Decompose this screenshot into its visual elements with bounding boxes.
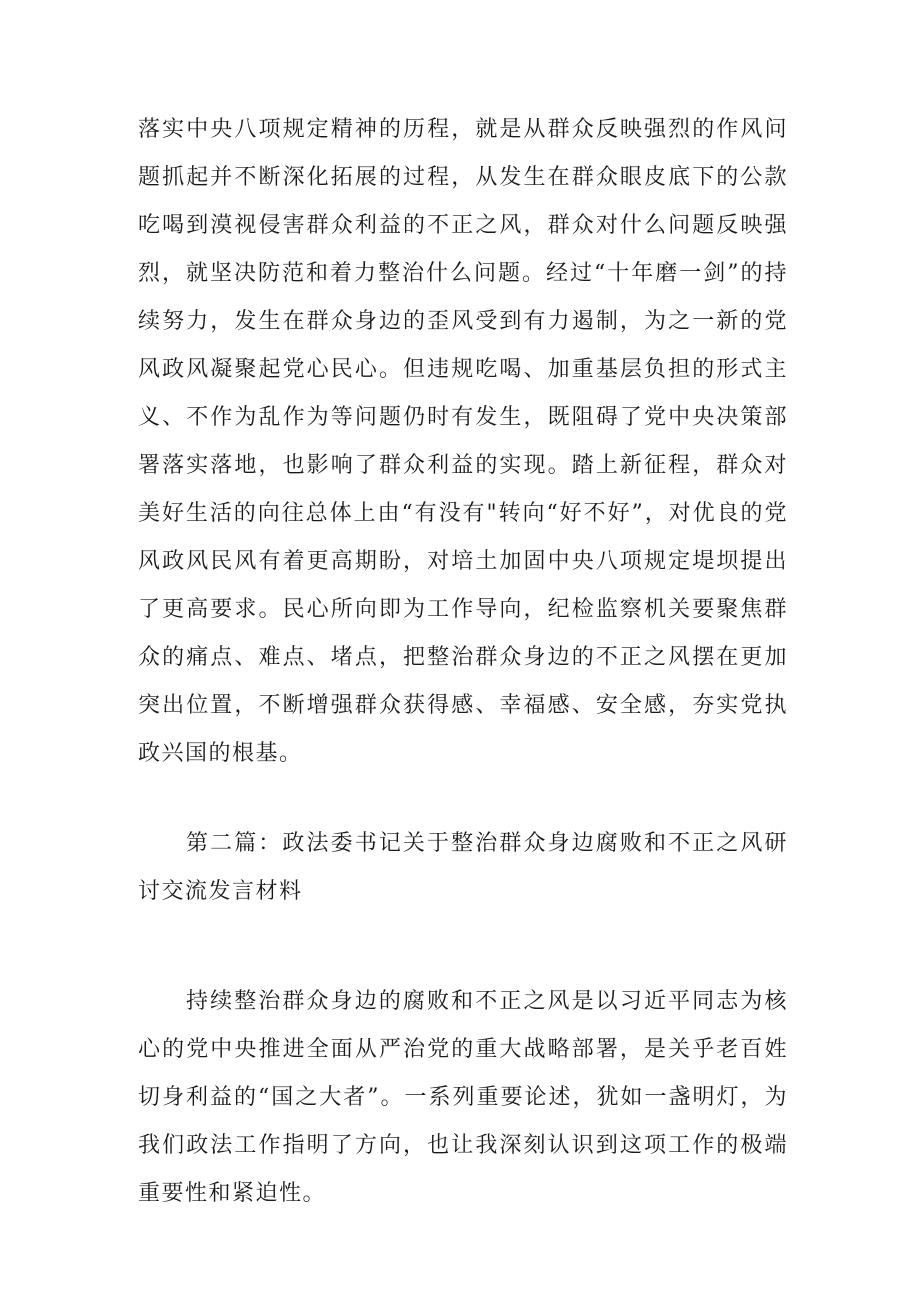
body-paragraph: 落实中央八项规定精神的历程，就是从群众反映强烈的作风问题抓起并不断深化拓展的过程，从发生在群众眼皮底下的公款吃喝到漠视侵害群众利益的不正之风，群众对什么问题反映强烈，就坚决防范和着力整治什么问题。经过“十年磨一剑”的持续努力，发生在群众身边的歪风受到有力遏制，为之一新的党风政风凝聚起党心民心。但违规吃喝、加重基层负担的形式主义、不作为乱作为等问题仍时有发生，既阻碍了党中央决策部署落实落地，也影响了群众利益的实现。踏上新征程，群众对美好生活的向往总体上由“有没有"转向“好不好”，对优良的党风政风民风有着更高期盼，对培土加固中央八项规定堤坝提出了更高要求。民心所向即为工作导向，纪检监察机关要聚焦群众的痛点、难点、堵点，把整治群众身边的不正之风摆在更加突出位置，不断增强群众获得感、幸福感、安全感，夯实党执政兴国的根基。 [138,117,788,766]
body-paragraph: 持续整治群众身边的腐败和不正之风是以习近平同志为核心的党中央推进全面从严治党的重大战略部署，是关乎老百姓切身利益的“国之大者”。一系列重要论述，犹如一盏明灯，为我们政法工作指明了方向，也让我深刻认识到这项工作的极端重要性和紧迫性。 [138,989,788,1206]
section-heading: 第二篇：政法委书记关于整治群众身边腐败和不正之风研讨交流发言材料 [138,831,788,904]
